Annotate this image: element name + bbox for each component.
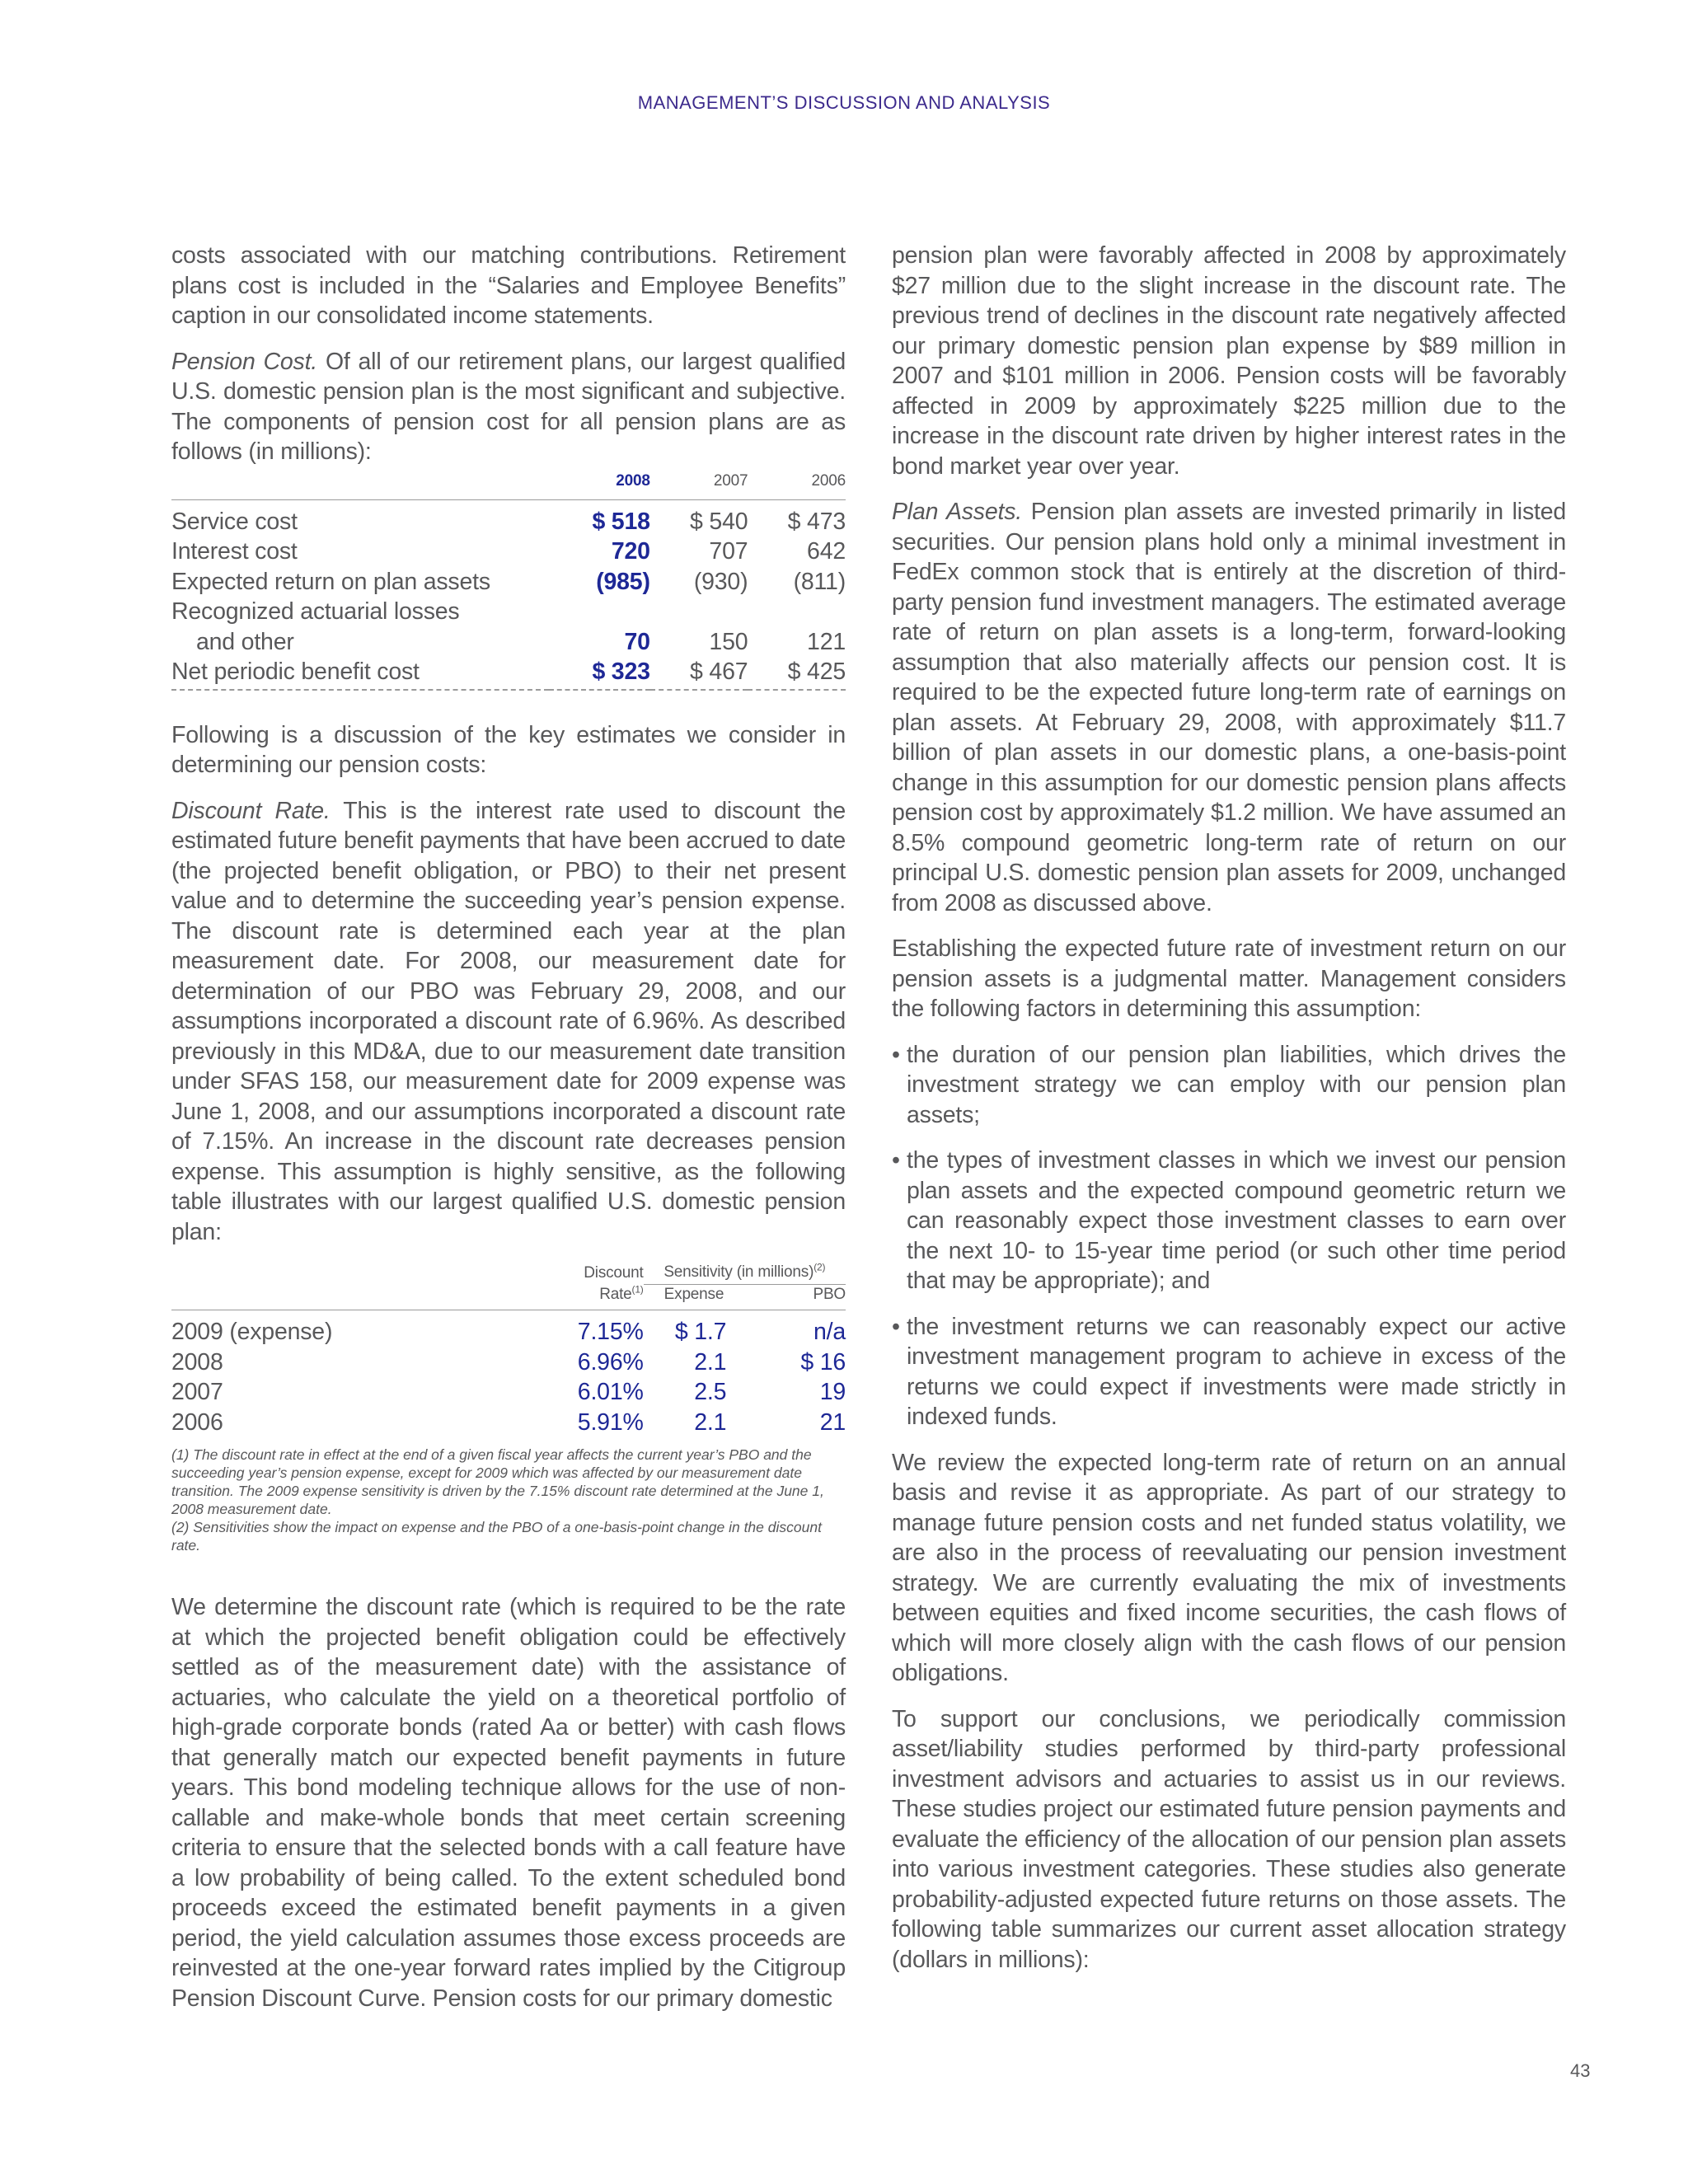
paragraph-review: We review the expected long-term rate of return on an annual basis and revise it as appropriate. As part of our strategy to manage future pension costs and net funded status volatility, we are also in the process of reevaluating our pension investment strategy. We are currently evaluating the mix of investments between equities and fixed income securities, the cash flows of which will more closely align with the cash flows of our pension obligations. <box>892 1449 1566 1686</box>
row-label: Service cost <box>171 508 298 535</box>
row-label: Net periodic benefit cost <box>171 657 549 690</box>
page-header: MANAGEMENT’S DISCUSSION AND ANALYSIS <box>637 92 1051 113</box>
expense-value: 2.5 <box>694 1379 727 1405</box>
paragraph-discount-rate <box>171 796 846 1248</box>
value-2006: $ 473 <box>787 508 846 535</box>
row-label: 2008 <box>171 1348 223 1376</box>
col-header-sensitivity: Sensitivity (in millions)$^{(2)}$ <box>644 1263 846 1285</box>
discount-rate-heading: Discount Rate. <box>171 797 331 824</box>
row-label: and other <box>196 628 294 655</box>
row-label: Expected return on plan assets <box>171 568 490 595</box>
table-row <box>171 1377 846 1408</box>
expense-value: 2.1 <box>694 1408 727 1436</box>
paragraph-asset-liability-studies: To support our conclusions, we periodically commission asset/liability studies performed by third-party professional investment advisors and actuaries to assist us in our reviews. These studies project our estimated future pension payments and evaluate the efficiency of the allocation of our pension plan assets into various investment categories. These studies also generate probability-adjusted expected future returns on those assets. The following table summarizes our current asset allocation strategy (dollars in millions): <box>892 1705 1566 1973</box>
pension-cost-table <box>171 471 846 691</box>
row-label: 2006 <box>171 1408 223 1436</box>
factors-list <box>892 1040 1566 1432</box>
row-label: 2009 (expense) <box>171 1319 333 1345</box>
footnote-2: (2) Sensitivities show the impact on expense and the PBO of a one-basis-point change in the discount rate. <box>171 1519 822 1554</box>
pbo-value: 21 <box>819 1408 846 1436</box>
value-2006: (811) <box>793 568 846 595</box>
row-label: Recognized actuarial losses <box>171 598 460 625</box>
table-row <box>171 499 846 537</box>
list-item: • the duration of our pension plan liabilities, which drives the investment strategy we can employ with our pension plan assets; <box>892 1040 1566 1131</box>
rate-value: 7.15% <box>577 1319 644 1345</box>
value-2006: 121 <box>807 628 846 655</box>
plan-assets-body: Pension plan assets are invested primarily in listed securities. Our pension plans hold only a minimal investment in FedEx common stock that is entirely at the discretion of third-party pension fund investment managers. The estimated average rate of return on plan assets is a long-term, forward-looking assumption that also materially affects our pension cost. It is required to be the expected future long-term rate of earnings on plan assets. At February 29, 2008, with approximately $11.7 billion of plan assets in our domestic plans, a one-basis-point change in this assumption for our domestic pension plans affects pension cost by approximately $1.2 million. We have assumed an 8.5% compound geometric long-term rate of return on our principal U.S. domestic pension plan assets for 2009, unchanged from 2008 as discussed above. <box>892 499 1567 916</box>
col-header-2007: 2007 <box>650 471 748 500</box>
rate-value: 6.96% <box>577 1348 644 1376</box>
expense-value: 2.1 <box>694 1348 727 1376</box>
table-row <box>171 537 846 567</box>
table-row <box>171 1408 846 1438</box>
table-row <box>171 627 846 658</box>
value-2007: $ 467 <box>650 657 748 690</box>
paragraph-retirement-costs: costs associated with our matching contributions. Retirement plans cost is included in the “Salaries and Employee Benefits” caption in our consolidated income statements. <box>171 242 846 329</box>
left-column <box>171 241 846 2029</box>
col-header-2006: 2006 <box>748 471 846 500</box>
rate-value: 5.91% <box>577 1408 644 1436</box>
paragraph-pension-costs-affected: pension plan were favorably affected in 2008 by approximately $27 million due to the slight increase in the discount rate. The previous trend of declines in the discount rate negatively affected our primary domestic pension plan expense by $89 million in 2007 and $101 million in 2006. Pension costs will be favorably affected in 2009 by approximately $225 million due to the increase in the discount rate driven by higher interest rates in the bond market year over year. <box>892 242 1566 480</box>
value-2006: 642 <box>807 538 846 565</box>
value-2008: 70 <box>624 628 650 655</box>
plan-assets-heading: Plan Assets. <box>892 499 1022 525</box>
pension-cost-body: Of all of our retirement plans, our largest qualified U.S. domestic pension plan is the most significant and subjective. The components of pension cost for all pension plans are as follows (in millions): <box>171 348 846 465</box>
table-row <box>171 1310 846 1347</box>
value-2007: 707 <box>709 538 748 565</box>
expense-value: $ 1.7 <box>674 1319 727 1345</box>
paragraph-discount-methodology: We determine the discount rate (which is required to be the rate at which the projected benefit obligation could be effectively settled as of the measurement date) with the assistance of actuaries, who calculate the yield on a theoretical portfolio of high-grade corporate bonds (rated Aa or better) with cash flows that generally match our expected benefit payments in future years. This bond modeling technique allows for the use of non-callable and make-whole bonds that meet certain screening criteria to ensure that the selected bonds with a call feature have a low probability of being called. To the extent scheduled bond proceeds exceed the estimated benefit payments in a given period, the yield calculation assumes those excess proceeds are reinvested at the one-year forward rates implied by the Citigroup Pension Discount Curve. Pension costs for our primary domestic <box>171 1594 846 2012</box>
col-header-pbo: PBO <box>744 1285 846 1310</box>
col-header-discount: Discount <box>584 1264 644 1282</box>
list-item: • the types of investment classes in which we invest our pension plan assets and the expected compound geometric return we can reasonably expect those investment classes to earn over the next 10- to 15-year time period (or such other time period that may be appropriate); and <box>892 1146 1566 1296</box>
row-label: Interest cost <box>171 538 298 565</box>
table-row-total <box>171 657 846 690</box>
table-row <box>171 597 846 627</box>
pbo-value: n/a <box>813 1319 846 1345</box>
table-row <box>171 1347 846 1378</box>
value-2008: (985) <box>596 568 650 595</box>
value-2006: $ 425 <box>748 657 846 690</box>
value-2008: $ 323 <box>549 657 650 690</box>
col-header-2008: 2008 <box>549 471 650 500</box>
paragraph-pension-cost <box>171 347 846 467</box>
pbo-value: 19 <box>819 1379 846 1405</box>
value-2008: $ 518 <box>592 508 650 535</box>
list-item: • the investment returns we can reasonably expect our active investment management program to achieve in excess of the returns we could expect if investments were made strictly in indexed funds. <box>892 1312 1566 1432</box>
footnotes <box>171 1446 846 1554</box>
paragraph-plan-assets <box>892 497 1566 918</box>
pbo-value: $ 16 <box>800 1348 846 1376</box>
discount-rate-body: This is the interest rate used to discount the estimated future benefit payments that have been accrued to date (the projected benefit obligation, or PBO) to their net present value and to determine the succeeding year’s pension expense. The discount rate is determined each year at the plan measurement date. For 2008, our measurement date for determination of our PBO was February 29, 2008, and our assumptions incorporated a discount rate of 6.96%. As described previously in this MD&A, due to our measurement date transition under SFAS 158, our measurement date for 2009 expense was June 1, 2008, and our assumptions incorporated a discount rate of 7.15%. An increase in the discount rate decreases pension expense. This assumption is highly sensitive, as the following table illustrates with our largest qualified U.S. domestic pension plan: <box>171 797 846 1245</box>
right-column <box>892 241 1566 1990</box>
col-header-rate: Rate$^{(1)}$ <box>549 1285 644 1310</box>
pension-cost-heading: Pension Cost. <box>171 348 318 375</box>
value-2007: (930) <box>693 568 748 595</box>
value-2008: 720 <box>611 538 650 565</box>
row-label: 2007 <box>171 1379 223 1405</box>
table-row <box>171 567 846 598</box>
rate-value: 6.01% <box>577 1379 644 1405</box>
discount-rate-table <box>171 1263 846 1437</box>
col-header-expense: Expense <box>644 1285 745 1310</box>
value-2007: 150 <box>709 628 748 655</box>
footnote-1: (1) The discount rate in effect at the end of a given fiscal year affects the current year’s PBO and the succeeding year’s pension expense, except for 2009 which was affected by our measurement date transition. The 2009 expense sensitivity is driven by the 7.15% discount rate determined at the June 1, 2008 measurement date. <box>171 1446 824 1517</box>
value-2007: $ 540 <box>690 508 748 535</box>
paragraph-expected-return: Establishing the expected future rate of investment return on our pension assets is a judgmental matter. Management considers the following factors in determining this assumption: <box>892 935 1566 1022</box>
page-number: 43 <box>1570 2060 1591 2081</box>
paragraph-key-estimates: Following is a discussion of the key estimates we consider in determining our pension costs: <box>171 721 846 778</box>
